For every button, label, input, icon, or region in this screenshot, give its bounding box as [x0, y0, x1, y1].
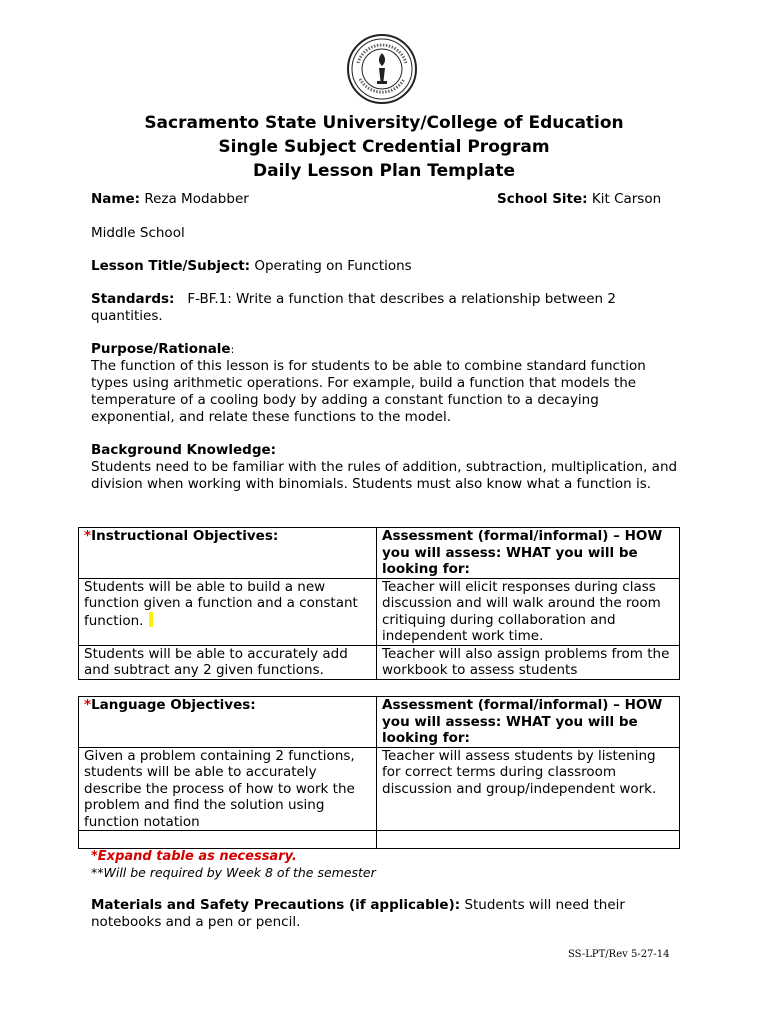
standards-value: F-BF.1: Write a function that describes a relationship between 2 quantities.: [91, 291, 616, 324]
required-star: *: [84, 697, 92, 713]
objective-cell: Students will be able to accurately add and subtract any 2 given functions.: [79, 645, 377, 679]
document-title: [0, 111, 768, 183]
purpose-label: Purpose/Rationale: [91, 341, 231, 357]
assessment-cell: Teacher will also assign problems from the workbook to assess students: [377, 645, 680, 679]
language-objectives-header: *Language Objectives:: [79, 697, 377, 748]
school-site-value: Kit Carson: [591, 191, 662, 207]
assessment-cell: Teacher will elicit responses during class discussion and will walk around the room critiquing during collaboration and independent work time.: [377, 578, 680, 645]
assessment-cell: Teacher will assess students by listening for correct terms during classroom discussion and group/independent work.: [377, 747, 680, 831]
table-row: [79, 747, 680, 831]
background-section: [91, 442, 687, 493]
materials-field: [91, 897, 651, 931]
instructional-objectives-table: [78, 527, 680, 680]
standards-label: Standards:: [91, 291, 175, 307]
table-header-row: [79, 528, 680, 579]
revision-footer: SS-LPT/Rev 5-27-14: [568, 949, 670, 960]
text-cursor-highlight: [149, 612, 153, 627]
assessment-cell: [377, 831, 680, 849]
week8-note: **Will be required by Week 8 of the semester: [91, 865, 376, 880]
title-template: Daily Lesson Plan Template: [252, 161, 516, 181]
table-row: [79, 578, 680, 645]
assessment-header: Assessment (formal/informal) – HOW you will assess: WHAT you will be looking for:: [377, 528, 680, 579]
background-label: Background Knowledge:: [91, 442, 277, 458]
required-star: *: [84, 528, 92, 544]
school-site-label: School Site:: [497, 191, 588, 207]
title-university: Sacramento State University/College of Education: [144, 113, 624, 133]
materials-value: Students will need their notebooks and a pen or pencil.: [91, 897, 625, 930]
title-program: Single Subject Credential Program: [218, 137, 550, 157]
expand-table-note: *Expand table as necessary.: [91, 849, 297, 864]
materials-label: Materials and Safety Precautions (if applicable):: [91, 897, 461, 913]
background-text: Students need to be familiar with the rules of addition, subtraction, multiplication, and division when working with binomials. Students must also know what a function is.: [91, 459, 678, 492]
table-row: [79, 645, 680, 679]
school-site-field: [497, 191, 661, 208]
purpose-section: [91, 341, 681, 426]
lesson-title-field: [91, 258, 681, 275]
objective-cell: [79, 831, 377, 849]
lesson-title-label: Lesson Title/Subject:: [91, 258, 251, 274]
purpose-colon: :: [230, 343, 235, 356]
assessment-header: Assessment (formal/informal) – HOW you will assess: WHAT you will be looking for:: [377, 697, 680, 748]
objective-cell: Given a problem containing 2 functions, students will be able to accurately describe the process of how to work the problem and find the solution using function notation: [79, 747, 377, 831]
table-header-row: [79, 697, 680, 748]
school-site-continuation: Middle School: [91, 225, 185, 241]
table-row: [79, 831, 680, 849]
name-value: Reza Modabber: [144, 191, 249, 207]
objective-cell: Students will be able to build a new function given a function and a constant function.: [79, 578, 377, 645]
university-seal-icon: [346, 33, 418, 105]
lesson-title-value: Operating on Functions: [254, 258, 412, 274]
purpose-text: The function of this lesson is for students to be able to combine standard function types using arithmetic operations. For example, build a function that models the temperature of a cooling body by adding a constant function to a decaying exponential, and relate these functions to the model.: [91, 358, 646, 425]
instructional-objectives-header: *Instructional Objectives:: [79, 528, 377, 579]
name-label: Name:: [91, 191, 141, 207]
language-objectives-table: [78, 696, 680, 849]
standards-field: [91, 291, 651, 325]
